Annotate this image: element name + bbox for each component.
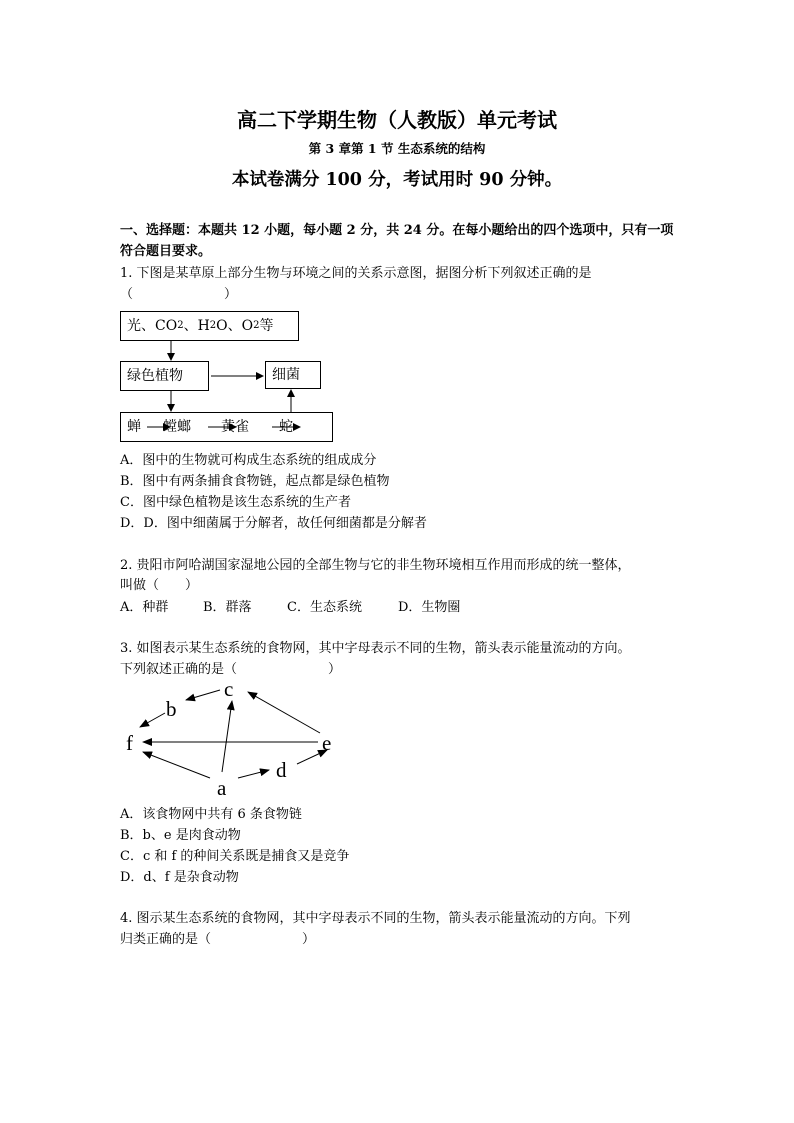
chain-organism-4: 蛇 <box>279 419 293 435</box>
q1-option-c: C．图中绿色植物是该生态系统的生产者 <box>120 495 351 510</box>
node-b: b <box>166 697 177 721</box>
q1-bracket: （ ） <box>120 287 238 302</box>
q2-stem: 2. 贵阳市阿哈湖国家湿地公园的全部生物与它的非生物环境相互作用而形成的统一整体， <box>120 558 631 573</box>
arrow-a-to-f <box>143 752 210 778</box>
arrow-b-to-f <box>140 713 165 727</box>
q3-option-b: B．b、e 是肉食动物 <box>120 828 241 843</box>
env-text-3: O、O <box>216 318 254 334</box>
q2-stem-2: 叫做（ ） <box>120 578 199 593</box>
node-f: f <box>126 731 133 755</box>
q3-stem-2: 下列叙述正确的是（ ） <box>120 662 342 677</box>
env-text-2: 、H <box>183 318 210 334</box>
green-plant-box: 绿色植物 <box>120 361 209 391</box>
q2-option-c: C．生态系统 <box>287 600 362 615</box>
q3-option-a: A．该食物网中共有 6 条食物链 <box>120 807 302 822</box>
bacteria-box: 细菌 <box>265 361 321 389</box>
q1-option-d: D．D．图中细菌属于分解者，故任何细菌都是分解者 <box>120 516 427 531</box>
page-title: 高二下学期生物（人教版）单元考试 <box>237 108 557 132</box>
q1-stem: 1. 下图是某草原上部分生物与环境之间的关系示意图，据图分析下列叙述正确的是 <box>120 266 592 281</box>
q3-stem: 3. 如图表示某生态系统的食物网，其中字母表示不同的生物，箭头表示能量流动的方向。 <box>120 641 631 656</box>
q4-stem: 4. 图示某生态系统的食物网，其中字母表示不同的生物，箭头表示能量流动的方向。下列 <box>120 911 631 926</box>
q2-option-b: B．群落 <box>203 600 252 615</box>
q2-option-d: D．生物圈 <box>398 600 461 615</box>
q3-option-c: C．c 和 f 的种间关系既是捕食又是竞争 <box>120 849 350 864</box>
q1-option-b: B．图中有两条捕食食物链，起点都是绿色植物 <box>120 474 390 489</box>
arrow-a-to-d <box>238 770 269 778</box>
q4-stem-2: 归类正确的是（ ） <box>120 932 316 947</box>
node-e: e <box>322 731 332 755</box>
node-d: d <box>276 758 287 782</box>
q2-option-a: A．种群 <box>120 600 169 615</box>
chain-organism-3: 黄雀 <box>221 419 249 435</box>
env-text-4: 等 <box>259 318 274 334</box>
page-subtitle: 第 3 章第 1 节 生态系统的结构 <box>308 141 486 156</box>
arrow-c-to-b <box>186 690 220 700</box>
section-heading: 一、选择题：本题共 12 小题，每小题 2 分，共 24 分。在每小题给出的四个选项中，只有一项符合题目要求。 <box>120 223 674 259</box>
score-note: 本试卷满分 100 分，考试用时 90 分钟。 <box>231 170 563 190</box>
arrow-e-to-c <box>248 692 320 733</box>
arrow-a-to-c <box>222 701 232 772</box>
env-sub-2: 2 <box>209 320 217 331</box>
chain-organism-2: 螳螂 <box>163 419 191 435</box>
env-text-1: 光、CO <box>127 318 178 334</box>
env-sub-3: 2 <box>253 320 260 331</box>
chain-organism-1: 蝉 <box>127 419 141 435</box>
env-sub-1: 2 <box>177 320 184 331</box>
node-c: c <box>224 677 234 701</box>
q3-option-d: D．d、f 是杂食动物 <box>120 870 239 885</box>
q1-option-a: A．图中的生物就可构成生态系统的组成成分 <box>120 453 377 468</box>
node-a: a <box>217 776 227 800</box>
